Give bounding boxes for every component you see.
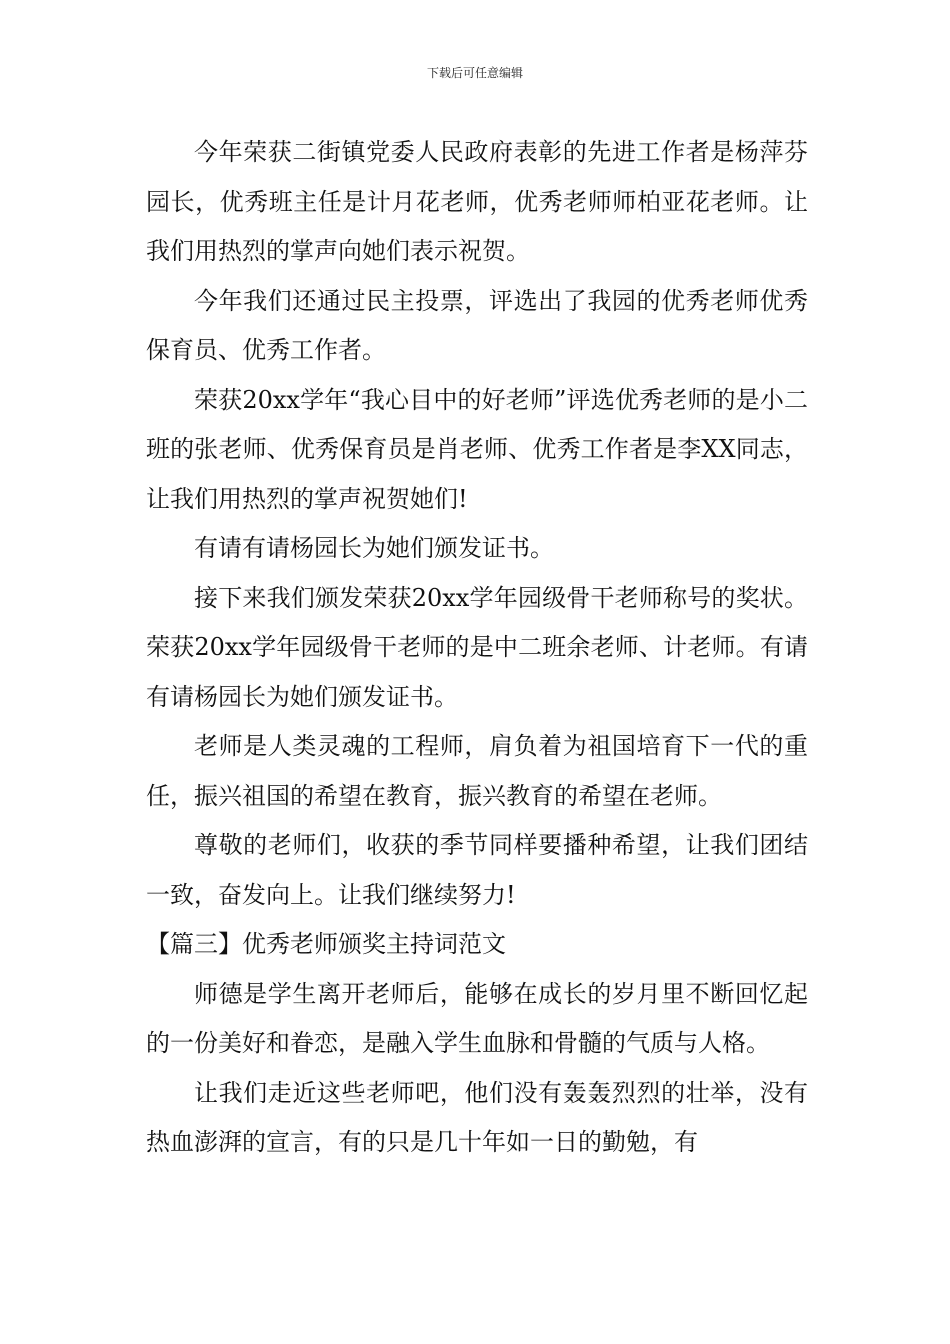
page-header-note: 下载后可任意编辑 [426,66,523,80]
document-body [146,128,808,1168]
paragraph-soul-engineer: 老师是人类灵魂的工程师，肩负着为祖国培育下一代的重任，振兴祖国的希望在教育，振兴教育的希望在老师。 [146,732,808,810]
paragraph-backbone-teacher: 接下来我们颁发荣获20xx学年园级骨干老师称号的奖状。荣获20xx学年园级骨干老师的是中二班余老师、计老师。有请有请杨园长为她们颁发证书。 [146,583,808,711]
section-heading: 【篇三】优秀老师颁奖主持词范文 [146,930,506,958]
paragraph-good-teacher: 荣获20xx学年“我心目中的好老师”评选优秀老师的是小二班的张老师、优秀保育员是肖老师、优秀工作者是李XX同志，让我们用热烈的掌声祝贺她们! [146,385,808,513]
paragraph-approach-teachers: 让我们走近这些老师吧，他们没有轰轰烈烈的壮举，没有热血澎湃的宣言，有的只是几十年如一日的勤勉，有 [146,1078,808,1156]
paragraph-vote: 今年我们还通过民主投票，评选出了我园的优秀老师优秀保育员、优秀工作者。 [146,286,808,364]
paragraph-certificate-request: 有请有请杨园长为她们颁发证书。 [194,534,554,562]
paragraph-closing: 尊敬的老师们，收获的季节同样要播种希望，让我们团结一致，奋发向上。让我们继续努力! [146,831,808,909]
paragraph-commendation: 今年荣获二街镇党委人民政府表彰的先进工作者是杨萍芬园长，优秀班主任是计月花老师，优秀老师师柏亚花老师。让我们用热烈的掌声向她们表示祝贺。 [146,138,808,265]
paragraph-teacher-ethics: 师德是学生离开老师后，能够在成长的岁月里不断回忆起的一份美好和眷恋，是融入学生血脉和骨髓的气质与人格。 [146,979,808,1057]
